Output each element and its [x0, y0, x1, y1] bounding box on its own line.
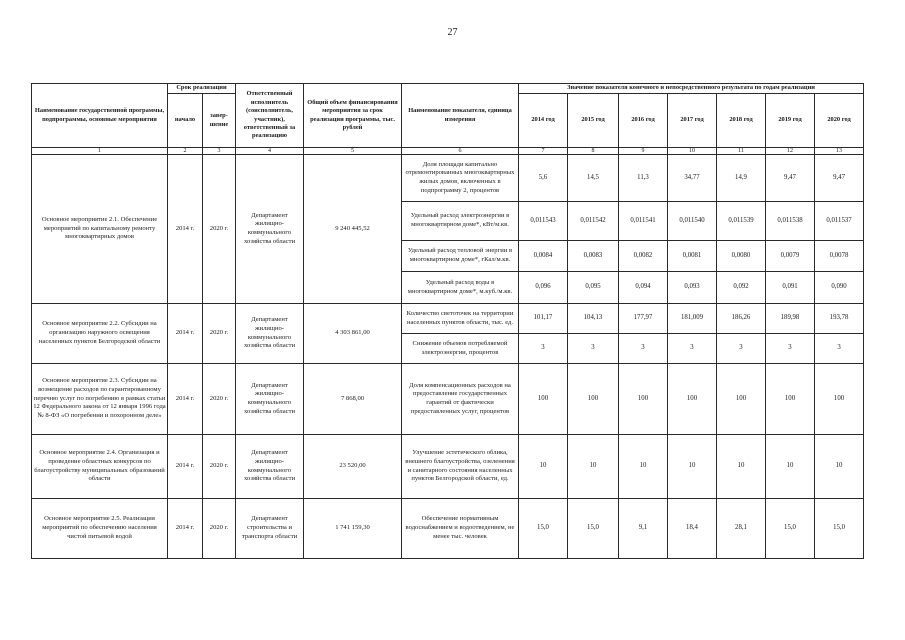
indicator-value: 0,0082 [619, 241, 668, 272]
indicator-name: Удельный расход воды в многоквартирном доме*, м.куб./м.кв. [402, 272, 519, 304]
header-year: 2016 год [619, 94, 668, 148]
indicator-value: 100 [619, 364, 668, 435]
column-number: 3 [203, 148, 236, 155]
indicator-value: 189,98 [766, 304, 815, 334]
indicator-name: Удельный расход тепловой энергии в многоквартирном доме*, гКал/м.кв. [402, 241, 519, 272]
end-year: 2020 г. [203, 304, 236, 364]
indicator-value: 0,011542 [568, 202, 619, 241]
activity-name: Основное мероприятие 2.2. Субсидии на организацию наружного освещения населенных пунктов Белгородской области [32, 304, 168, 364]
column-number: 1 [32, 148, 168, 155]
indicator-value: 0,096 [519, 272, 568, 304]
header-values-title: Значение показателя конечного и непосредственного результата по годам реализации [519, 84, 864, 94]
indicator-value: 10 [766, 435, 815, 499]
column-number: 9 [619, 148, 668, 155]
indicator-value: 104,13 [568, 304, 619, 334]
financing-volume: 9 240 445,52 [304, 155, 402, 304]
executor: Департамент жилищно-коммунального хозяйства области [236, 364, 304, 435]
financing-volume: 23 520,00 [304, 435, 402, 499]
indicator-value: 10 [519, 435, 568, 499]
header-year: 2014 год [519, 94, 568, 148]
activity-name: Основное мероприятие 2.1. Обеспечение мероприятий по капитальному ремонту многоквартирных домов [32, 155, 168, 304]
indicator-value: 0,090 [815, 272, 864, 304]
indicator-value: 14,9 [717, 155, 766, 202]
indicator-value: 0,011539 [717, 202, 766, 241]
indicator-value: 100 [766, 364, 815, 435]
indicator-value: 3 [519, 334, 568, 364]
column-number-row [32, 148, 864, 155]
executor: Департамент жилищно-коммунального хозяйства области [236, 435, 304, 499]
start-year: 2014 г. [168, 304, 203, 364]
indicator-value: 177,97 [619, 304, 668, 334]
header-year: 2018 год [717, 94, 766, 148]
header-start: начало [168, 94, 203, 148]
indicator-value: 9,47 [815, 155, 864, 202]
indicator-value: 0,0084 [519, 241, 568, 272]
column-number: 12 [766, 148, 815, 155]
end-year: 2020 г. [203, 435, 236, 499]
table-row [32, 364, 864, 435]
executor: Департамент жилищно-коммунального хозяйства области [236, 155, 304, 304]
indicator-value: 3 [619, 334, 668, 364]
header-year: 2020 год [815, 94, 864, 148]
financing-volume: 4 303 861,00 [304, 304, 402, 364]
indicator-value: 3 [717, 334, 766, 364]
financing-volume: 7 868,00 [304, 364, 402, 435]
column-number: 10 [668, 148, 717, 155]
indicator-name: Снижение объемов потребляемой электроэнергии, процентов [402, 334, 519, 364]
indicator-value: 3 [668, 334, 717, 364]
header-year: 2017 год [668, 94, 717, 148]
indicator-value: 15,0 [815, 499, 864, 559]
executor: Департамент жилищно-коммунального хозяйства области [236, 304, 304, 364]
header-period: Срок реализации [168, 84, 236, 94]
indicator-value: 10 [568, 435, 619, 499]
start-year: 2014 г. [168, 499, 203, 559]
column-number: 2 [168, 148, 203, 155]
indicator-value: 100 [668, 364, 717, 435]
indicator-value: 5,6 [519, 155, 568, 202]
indicator-value: 0,011537 [815, 202, 864, 241]
program-table [31, 83, 864, 559]
indicator-value: 193,78 [815, 304, 864, 334]
page-number: 27 [447, 27, 458, 38]
indicator-name: Количество светоточек на территории населенных пунктов области, тыс. ед. [402, 304, 519, 334]
indicator-value: 0,0080 [717, 241, 766, 272]
indicator-value: 100 [568, 364, 619, 435]
indicator-value: 9,1 [619, 499, 668, 559]
indicator-value: 10 [717, 435, 766, 499]
table-row [32, 304, 864, 334]
indicator-value: 11,3 [619, 155, 668, 202]
indicator-value: 0,0081 [668, 241, 717, 272]
table-row [32, 155, 864, 202]
column-number: 4 [236, 148, 304, 155]
indicator-value: 18,4 [668, 499, 717, 559]
indicator-value: 181,009 [668, 304, 717, 334]
indicator-value: 100 [717, 364, 766, 435]
indicator-value: 15,0 [519, 499, 568, 559]
indicator-value: 0,0078 [815, 241, 864, 272]
header-volume: Общий объем финансирования мероприятия за срок реализации программы, тыс. рублей [304, 84, 402, 148]
activity-name: Основное мероприятие 2.3. Субсидии на возмещение расходов по гарантированному перечню услуг по погребению в рамках статьи 12 Федерального закона от 12 января 1996 года № 8-ФЗ «О погребении и похоронном деле» [32, 364, 168, 435]
column-number: 11 [717, 148, 766, 155]
indicator-value: 0,011538 [766, 202, 815, 241]
header-executor: Ответственный исполнитель (соисполнитель, участник), ответственный за реализацию [236, 84, 304, 148]
indicator-name: Доля компенсационных расходов на предоставление государственных гарантий от фактически предоставленных услуг, процентов [402, 364, 519, 435]
indicator-value: 0,091 [766, 272, 815, 304]
start-year: 2014 г. [168, 155, 203, 304]
indicator-value: 10 [619, 435, 668, 499]
indicator-value: 3 [568, 334, 619, 364]
column-number: 6 [402, 148, 519, 155]
start-year: 2014 г. [168, 435, 203, 499]
indicator-name: Доля площади капитально отремонтированных многоквартирных жилых домов, включенных в подпрограмму 2, процентов [402, 155, 519, 202]
activity-name: Основное мероприятие 2.5. Реализация мероприятий по обеспечению населения чистой питьевой водой [32, 499, 168, 559]
indicator-value: 100 [519, 364, 568, 435]
indicator-value: 10 [815, 435, 864, 499]
header-name: Наименование государственной программы, подпрограммы, основные мероприятия [32, 84, 168, 148]
end-year: 2020 г. [203, 364, 236, 435]
indicator-value: 0,0079 [766, 241, 815, 272]
header-end: завер-шение [203, 94, 236, 148]
column-number: 8 [568, 148, 619, 155]
indicator-value: 3 [815, 334, 864, 364]
indicator-value: 9,47 [766, 155, 815, 202]
indicator-value: 3 [766, 334, 815, 364]
indicator-value: 100 [815, 364, 864, 435]
indicator-value: 14,5 [568, 155, 619, 202]
header-indicator: Наименование показателя, единица измерения [402, 84, 519, 148]
indicator-value: 28,1 [717, 499, 766, 559]
indicator-name: Удельный расход электроэнергии в многоквартирном доме*, кВт/м.кв. [402, 202, 519, 241]
indicator-value: 101,17 [519, 304, 568, 334]
indicator-value: 0,011541 [619, 202, 668, 241]
indicator-value: 0,011543 [519, 202, 568, 241]
indicator-value: 0,0083 [568, 241, 619, 272]
header-row-1 [32, 84, 864, 94]
end-year: 2020 г. [203, 499, 236, 559]
indicator-value: 10 [668, 435, 717, 499]
indicator-value: 34,77 [668, 155, 717, 202]
header-year: 2015 год [568, 94, 619, 148]
table-row [32, 499, 864, 559]
financing-volume: 1 741 159,30 [304, 499, 402, 559]
indicator-value: 0,095 [568, 272, 619, 304]
table-row [32, 435, 864, 499]
start-year: 2014 г. [168, 364, 203, 435]
indicator-value: 15,0 [766, 499, 815, 559]
indicator-value: 0,092 [717, 272, 766, 304]
indicator-name: Улучшение эстетического облика, внешнего благоустройства, озеленения и санитарного состояния населенных пунктов Белгородской области, ед. [402, 435, 519, 499]
column-number: 7 [519, 148, 568, 155]
activity-name: Основное мероприятие 2.4. Организация и проведение областных конкурсов по благоустройству муниципальных образований области [32, 435, 168, 499]
indicator-value: 0,094 [619, 272, 668, 304]
indicator-value: 15,0 [568, 499, 619, 559]
indicator-name: Обеспечение нормативным водоснабжением и водоотведением, не менее тыс. человек [402, 499, 519, 559]
header-year: 2019 год [766, 94, 815, 148]
column-number: 5 [304, 148, 402, 155]
end-year: 2020 г. [203, 155, 236, 304]
indicator-value: 0,011540 [668, 202, 717, 241]
indicator-value: 0,093 [668, 272, 717, 304]
indicator-value: 186,26 [717, 304, 766, 334]
executor: Департамент строительства и транспорта области [236, 499, 304, 559]
column-number: 13 [815, 148, 864, 155]
